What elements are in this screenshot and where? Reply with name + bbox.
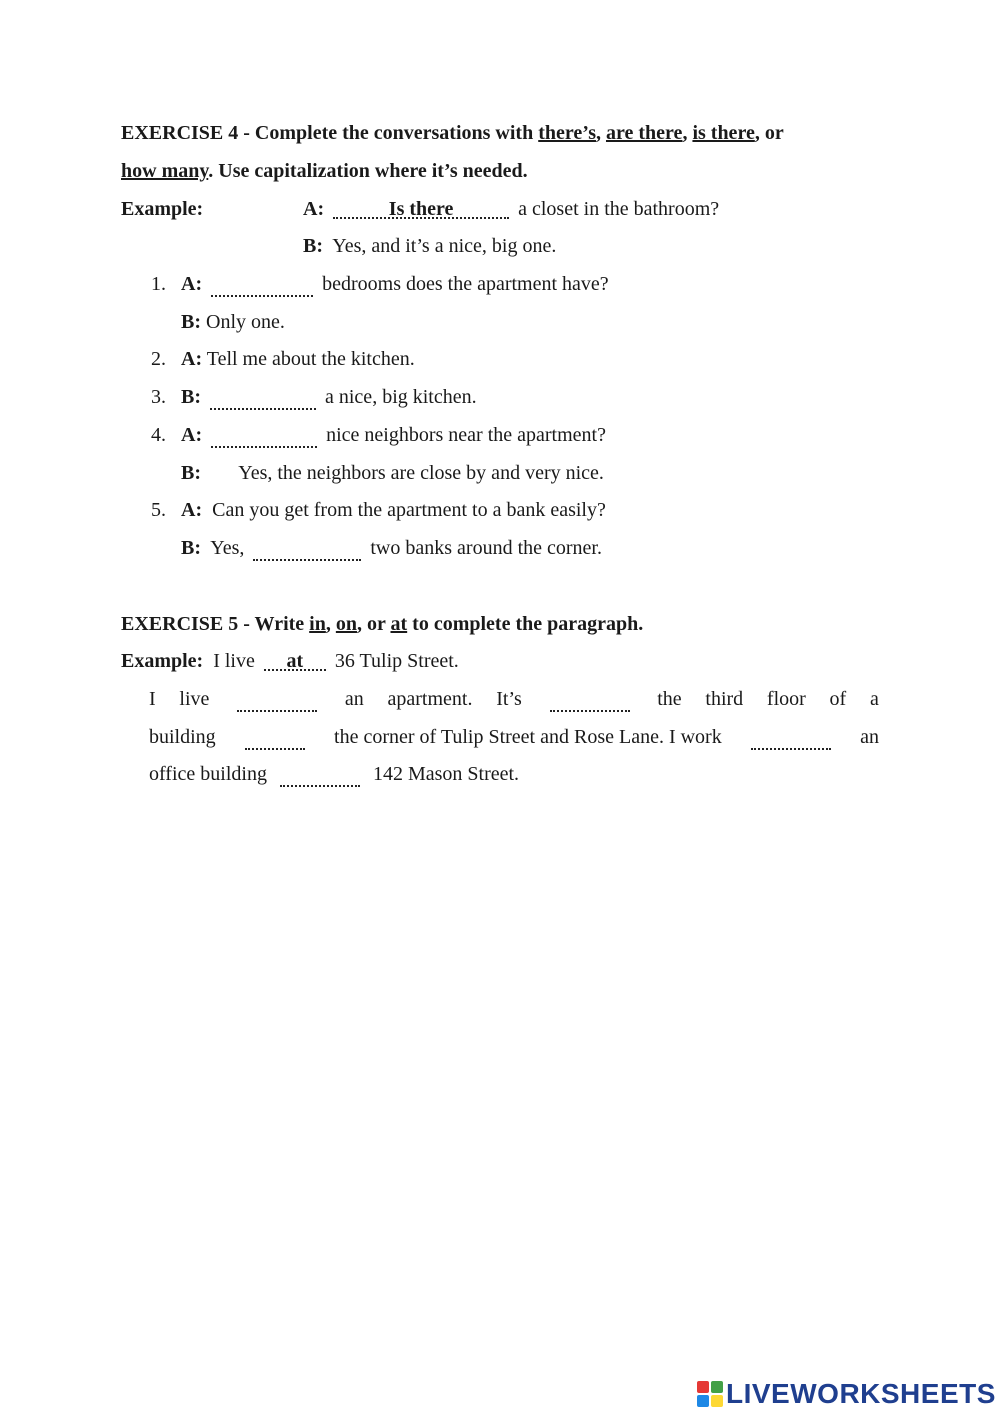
paragraph-line-1: I live an apartment. It’s the third floor of a <box>149 688 879 710</box>
exercise-5-example: Example: I live at 36 Tulip Street. <box>121 650 459 672</box>
paragraph-line-2: building the corner of Tulip Street and Rose Lane. I work an <box>149 726 879 748</box>
item-4-reply: B: Yes, the neighbors are close by and very nice. <box>181 462 604 484</box>
option-in: in <box>309 613 326 635</box>
option-at: at <box>390 613 408 635</box>
exercise-4-title: EXERCISE 4 - Complete the conversations with there’s, are there, is there, or <box>121 122 784 144</box>
option-are-there: are there <box>605 122 683 144</box>
item-2: 2. A: Tell me about the kitchen. <box>151 348 415 370</box>
item-1: 1. A: bedrooms does the apartment have? <box>151 273 609 295</box>
item-5-reply: B: Yes, two banks around the corner. <box>181 537 602 559</box>
option-theres: there’s <box>538 122 596 144</box>
exercise-4-title-line2: how many. Use capitalization where it’s needed. <box>121 160 528 182</box>
para-blank-2[interactable] <box>550 690 630 712</box>
para-blank-4[interactable] <box>751 728 831 750</box>
item-1-reply: B: Only one. <box>181 311 285 333</box>
option-how-many: how many <box>121 160 209 182</box>
example-answer-blank: Is there <box>333 197 509 219</box>
exercise-5-title: EXERCISE 5 - Write in, on, or at to complete the paragraph. <box>121 613 644 635</box>
example-a-line: A: Is there a closet in the bathroom? <box>303 198 720 220</box>
item-5: 5. A: Can you get from the apartment to a bank easily? <box>151 499 606 521</box>
para-blank-1[interactable] <box>237 690 317 712</box>
liveworksheets-logo <box>697 1378 996 1410</box>
item-4: 4. A: nice neighbors near the apartment? <box>151 424 606 446</box>
para-blank-3[interactable] <box>245 728 305 750</box>
item-1-answer-input[interactable] <box>211 275 313 297</box>
item-5-answer-input[interactable] <box>253 539 361 561</box>
paragraph-line-3: office building 142 Mason Street. <box>149 763 520 785</box>
example-label: Example: <box>121 198 204 220</box>
option-on: on <box>335 613 357 635</box>
liveworksheets-logo-icon <box>697 1381 723 1407</box>
item-4-answer-input[interactable] <box>211 426 317 448</box>
example-5-answer-blank: at <box>264 649 326 671</box>
item-3: 3. B: a nice, big kitchen. <box>151 386 477 408</box>
option-is-there: is there <box>692 122 755 144</box>
para-blank-5[interactable] <box>280 765 360 787</box>
example-b-line: B: Yes, and it’s a nice, big one. <box>303 235 557 257</box>
item-3-answer-input[interactable] <box>210 388 316 410</box>
liveworksheets-logo-text: LIVEWORKSHEETS <box>726 1378 996 1409</box>
